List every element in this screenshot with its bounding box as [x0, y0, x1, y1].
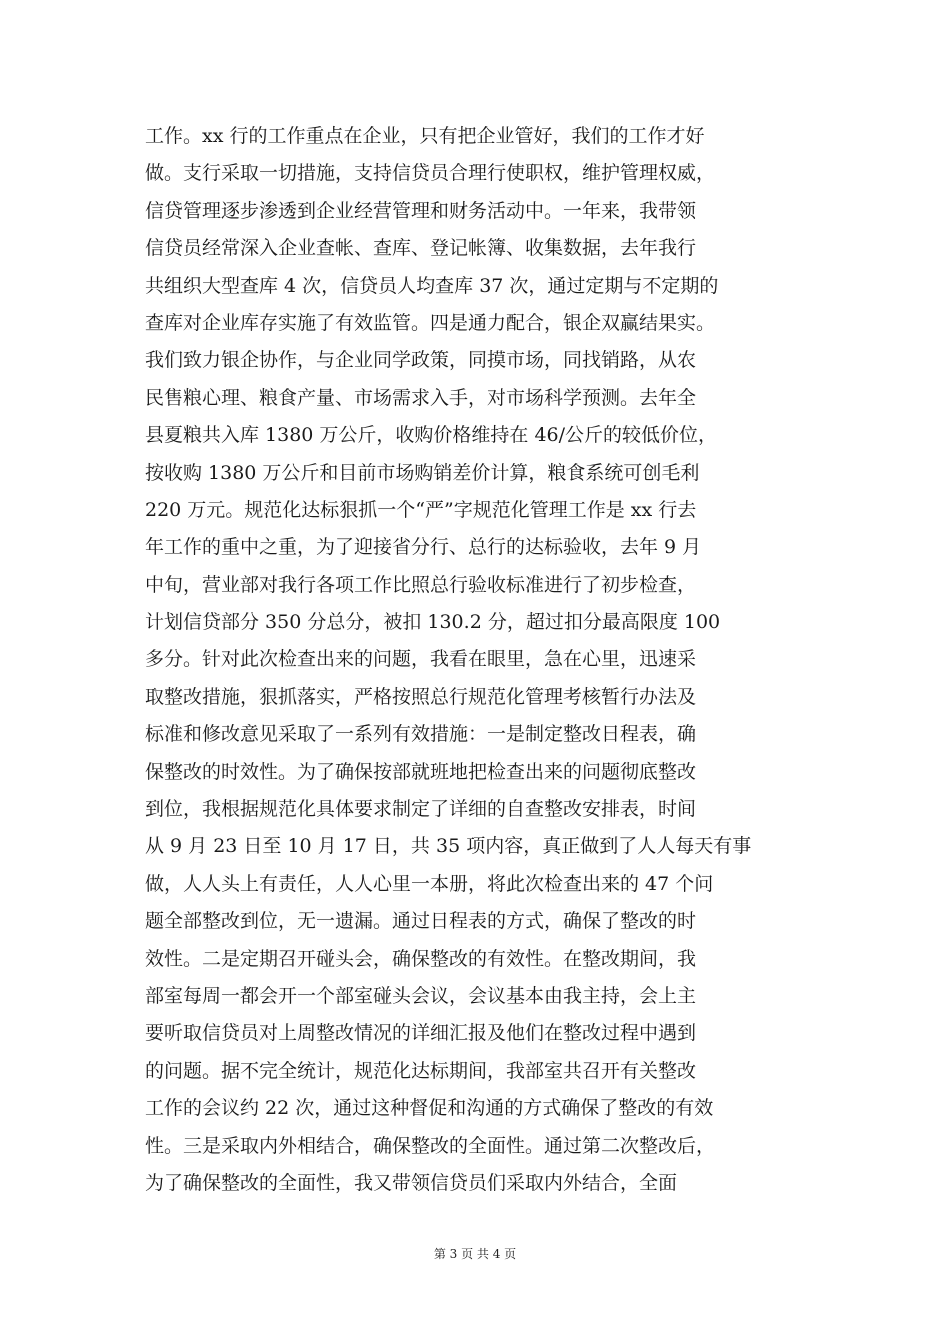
text-line: 220 万元。规范化达标狠抓一个“严”字规范化管理工作是 xx 行去: [145, 498, 697, 521]
text-line: 信贷员经常深入企业查帐、查库、登记帐簿、收集数据，去年我行: [145, 237, 697, 260]
body-text: [145, 118, 810, 1202]
text-line: 查库对企业库存实施了有效监管。四是通力配合，银企双赢结果实。: [145, 311, 716, 334]
text-line: 题全部整改到位，无一遗漏。通过日程表的方式，确保了整改的时: [145, 910, 697, 933]
text-line: 按收购 1380 万公斤和目前市场购销差价计算，粮食系统可创毛利: [145, 461, 700, 484]
text-line: 取整改措施，狠抓落实，严格按照总行规范化管理考核暂行办法及: [145, 685, 697, 708]
text-line: 共组织大型查库 4 次，信贷员人均查库 37 次，通过定期与不定期的: [145, 274, 719, 297]
page-number-footer: 第 3 页 共 4 页: [433, 1247, 517, 1261]
text-line: 效性。二是定期召开碰头会，确保整改的有效性。在整改期间，我: [145, 947, 697, 970]
text-line: 我们致力银企协作，与企业同学政策，同摸市场，同找销路，从农: [145, 349, 697, 372]
text-line: 性。三是采取内外相结合，确保整改的全面性。通过第二次整改后，: [145, 1134, 716, 1157]
text-line: 保整改的时效性。为了确保按部就班地把检查出来的问题彻底整改: [145, 760, 697, 783]
text-line: 信贷管理逐步渗透到企业经营管理和财务活动中。一年来，我带领: [145, 199, 697, 222]
text-line: 到位，我根据规范化具体要求制定了详细的自查整改安排表，时间: [145, 798, 697, 821]
text-line: 计划信贷部分 350 分总分，被扣 130.2 分，超过扣分最高限度 100: [145, 611, 721, 634]
text-line: 标准和修改意见采取了一系列有效措施：一是制定整改日程表，确: [145, 723, 697, 746]
text-line: 做，人人头上有责任，人人心里一本册，将此次检查出来的 47 个问: [145, 872, 714, 895]
text-line: 工作。xx 行的工作重点在企业，只有把企业管好，我们的工作才好: [145, 125, 705, 147]
text-line: 从 9 月 23 日至 10 月 17 日，共 35 项内容，真正做到了人人每天有事: [145, 835, 752, 858]
text-line: 部室每周一都会开一个部室碰头会议，会议基本由我主持，会上主: [145, 984, 697, 1007]
text-line: 年工作的重中之重，为了迎接省分行、总行的达标验收，去年 9 月: [145, 536, 702, 559]
text-line: 工作的会议约 22 次，通过这种督促和沟通的方式确保了整改的有效: [145, 1097, 714, 1120]
text-line: 为了确保整改的全面性，我又带领信贷员们采取内外结合，全面: [145, 1171, 678, 1194]
text-line: 民售粮心理、粮食产量、市场需求入手，对市场科学预测。去年全: [145, 386, 697, 409]
text-line: 中旬，营业部对我行各项工作比照总行验收标准进行了初步检查，: [145, 573, 697, 596]
text-line: 多分。针对此次检查出来的问题，我看在眼里，急在心里，迅速采: [145, 648, 697, 671]
text-line: 做。支行采取一切措施，支持信贷员合理行使职权，维护管理权威，: [145, 162, 716, 185]
text-line: 要听取信贷员对上周整改情况的详细汇报及他们在整改过程中遇到: [145, 1022, 697, 1045]
text-line: 县夏粮共入库 1380 万公斤，收购价格维持在 46/公斤的较低价位，: [145, 424, 718, 447]
text-line: 的问题。据不完全统计，规范化达标期间，我部室共召开有关整改: [145, 1059, 697, 1082]
